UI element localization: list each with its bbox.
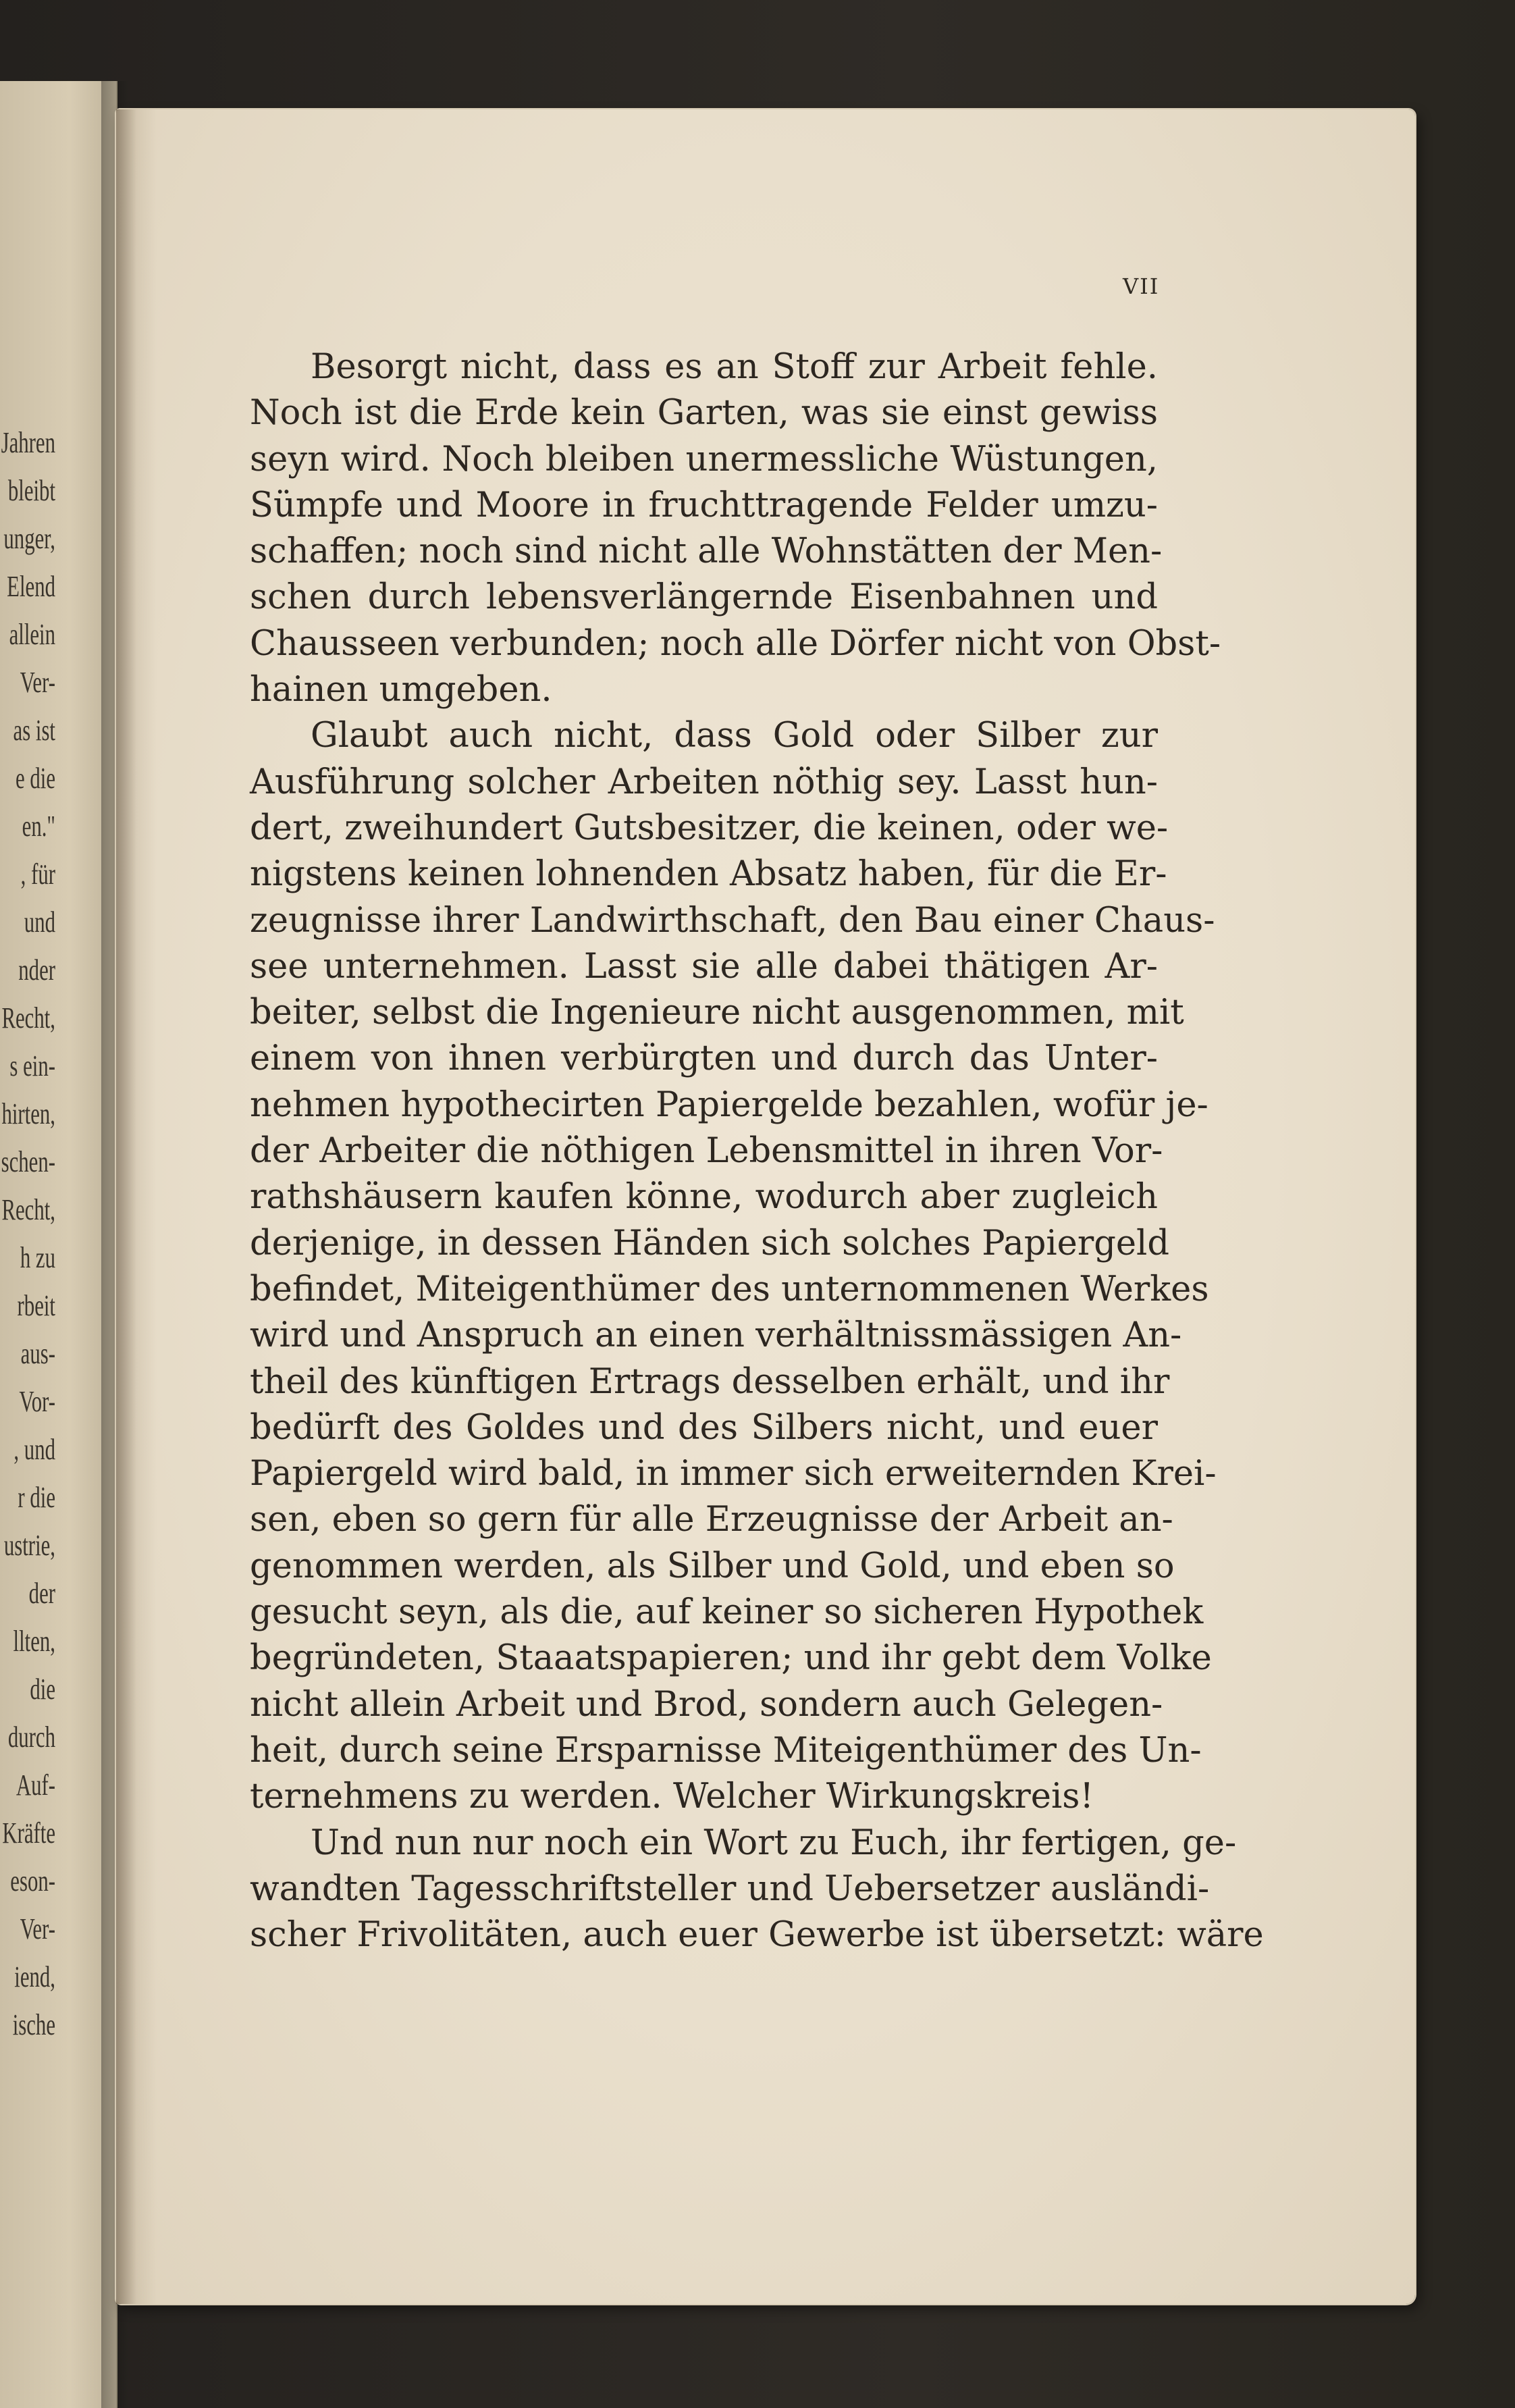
left-fragment: Ver-: [20, 1912, 55, 1945]
left-fragment: hirten,: [1, 1097, 55, 1130]
left-fragment: bleibt: [7, 474, 55, 507]
left-page-edge: [0, 81, 117, 2408]
left-fragment: nder: [18, 953, 55, 987]
left-fragment: h zu: [20, 1241, 55, 1274]
text-line: beiter, selbst die Ingenieure nicht ausgenommen, mit: [250, 993, 1184, 1033]
text-line: Und nun nur noch ein Wort zu Euch, ihr fertigen, ge-: [311, 1823, 1237, 1863]
left-fragment: aus-: [20, 1337, 55, 1370]
left-fragment: ustrie,: [3, 1529, 56, 1562]
text-line: wird und Anspruch an einen verhältnissmässigen An-: [250, 1315, 1182, 1356]
left-fragment: Recht,: [1, 1193, 55, 1226]
left-fragment: der: [28, 1577, 55, 1610]
text-line: ternehmens zu werden. Welcher Wirkungskreis!: [250, 1777, 1094, 1817]
text-line: nicht allein Arbeit und Brod, sondern auch Gelegen-: [250, 1684, 1163, 1725]
left-fragment: und: [24, 906, 55, 939]
left-fragment: Jahren: [1, 426, 55, 459]
left-fragment: Ver-: [20, 666, 55, 699]
text-line: scher Frivolitäten, auch euer Gewerbe ist übersetzt: wäre: [250, 1915, 1264, 1956]
text-line: hainen umgeben.: [250, 670, 552, 710]
left-fragment: , und: [14, 1433, 55, 1466]
text-line: seyn wird. Noch bleiben unermessliche Wüstungen,: [250, 439, 1158, 479]
left-fragment: iend,: [14, 1960, 55, 1993]
left-fragment: allein: [9, 618, 55, 651]
left-fragment: s ein-: [9, 1049, 55, 1082]
text-line: der Arbeiter die nöthigen Lebensmittel in ihren Vor-: [250, 1131, 1163, 1172]
text-line: schen durch lebensverlängernde Eisenbahnen und: [250, 577, 1158, 618]
text-line: see unternehmen. Lasst sie alle dabei thätigen Ar-: [250, 946, 1158, 987]
left-fragment: Auf-: [16, 1769, 55, 1802]
text-line: theil des künftigen Ertrags desselben erhält, und ihr: [250, 1361, 1170, 1402]
text-line: Papiergeld wird bald, in immer sich erweiternden Krei-: [250, 1454, 1217, 1494]
page-number: VII: [1123, 273, 1160, 299]
text-line: einem von ihnen verbürgten und durch das Unter-: [250, 1039, 1158, 1079]
text-line: heit, durch seine Ersparnisse Miteigenthümer des Un-: [250, 1730, 1202, 1771]
text-line: derjenige, in dessen Händen sich solches Papiergeld: [250, 1223, 1170, 1263]
left-fragment: Kräfte: [2, 1816, 56, 1850]
text-line: nehmen hypothecirten Papiergelde bezahlen, wofür je-: [250, 1084, 1208, 1125]
left-fragment: Recht,: [1, 1001, 55, 1035]
text-line: genommen werden, als Silber und Gold, und eben so: [250, 1546, 1175, 1586]
spine-shadow: [116, 109, 136, 2304]
left-fragment: r die: [18, 1481, 55, 1514]
text-line: dert, zweihundert Gutsbesitzer, die keinen, oder we-: [250, 808, 1169, 848]
text-line: gesucht seyn, als die, auf keiner so sicheren Hypothek: [250, 1592, 1204, 1633]
text-line: bedürft des Goldes und des Silbers nicht, und euer: [250, 1407, 1158, 1448]
left-fragment: rbeit: [17, 1289, 55, 1322]
text-line: nigstens keinen lohnenden Absatz haben, für die Er-: [250, 854, 1167, 895]
text-line: Sümpfe und Moore in fruchttragende Felder umzu-: [250, 485, 1158, 525]
text-line: wandten Tagesschriftsteller und Uebersetzer ausländi-: [250, 1868, 1210, 1909]
text-line: Glaubt auch nicht, dass Gold oder Silber zur: [311, 716, 1158, 756]
left-fragment: en.": [22, 810, 55, 843]
left-fragment: e die: [15, 762, 55, 795]
left-fragment: as ist: [13, 714, 55, 747]
left-fragment: Vor-: [19, 1385, 55, 1418]
left-fragment: unger,: [3, 522, 55, 555]
text-line: begründeten, Staaatspapieren; und ihr gebt dem Volke: [250, 1638, 1212, 1679]
text-line: Noch ist die Erde kein Garten, was sie einst gewiss: [250, 393, 1158, 434]
left-fragment: durch: [7, 1721, 56, 1754]
left-page-text-fragments: [0, 419, 55, 2049]
text-line: zeugnisse ihrer Landwirthschaft, den Bau einer Chaus-: [250, 900, 1215, 941]
left-fragment: , für: [20, 858, 55, 891]
left-fragment: Elend: [7, 570, 55, 603]
text-line: schaffen; noch sind nicht alle Wohnstätten der Men-: [250, 531, 1163, 572]
text-line: Chausseen verbunden; noch alle Dörfer nicht von Obst-: [250, 623, 1221, 664]
text-line: sen, eben so gern für alle Erzeugnisse der Arbeit an-: [250, 1500, 1173, 1540]
left-fragment: ische: [12, 2008, 55, 2041]
text-line: Besorgt nicht, dass es an Stoff zur Arbeit fehle.: [311, 347, 1158, 387]
text-line: rathshäusern kaufen könne, wodurch aber zugleich: [250, 1177, 1158, 1218]
text-line: Ausführung solcher Arbeiten nöthig sey. Lasst hun-: [250, 762, 1158, 802]
text-line: befindet, Miteigenthümer des unternommenen Werkes: [250, 1269, 1209, 1309]
left-fragment: eson-: [10, 1864, 55, 1897]
left-fragment: llten,: [13, 1625, 55, 1658]
left-fragment: schen-: [1, 1145, 55, 1178]
left-fragment: die: [30, 1673, 55, 1706]
page-body-text: [250, 344, 1264, 1958]
